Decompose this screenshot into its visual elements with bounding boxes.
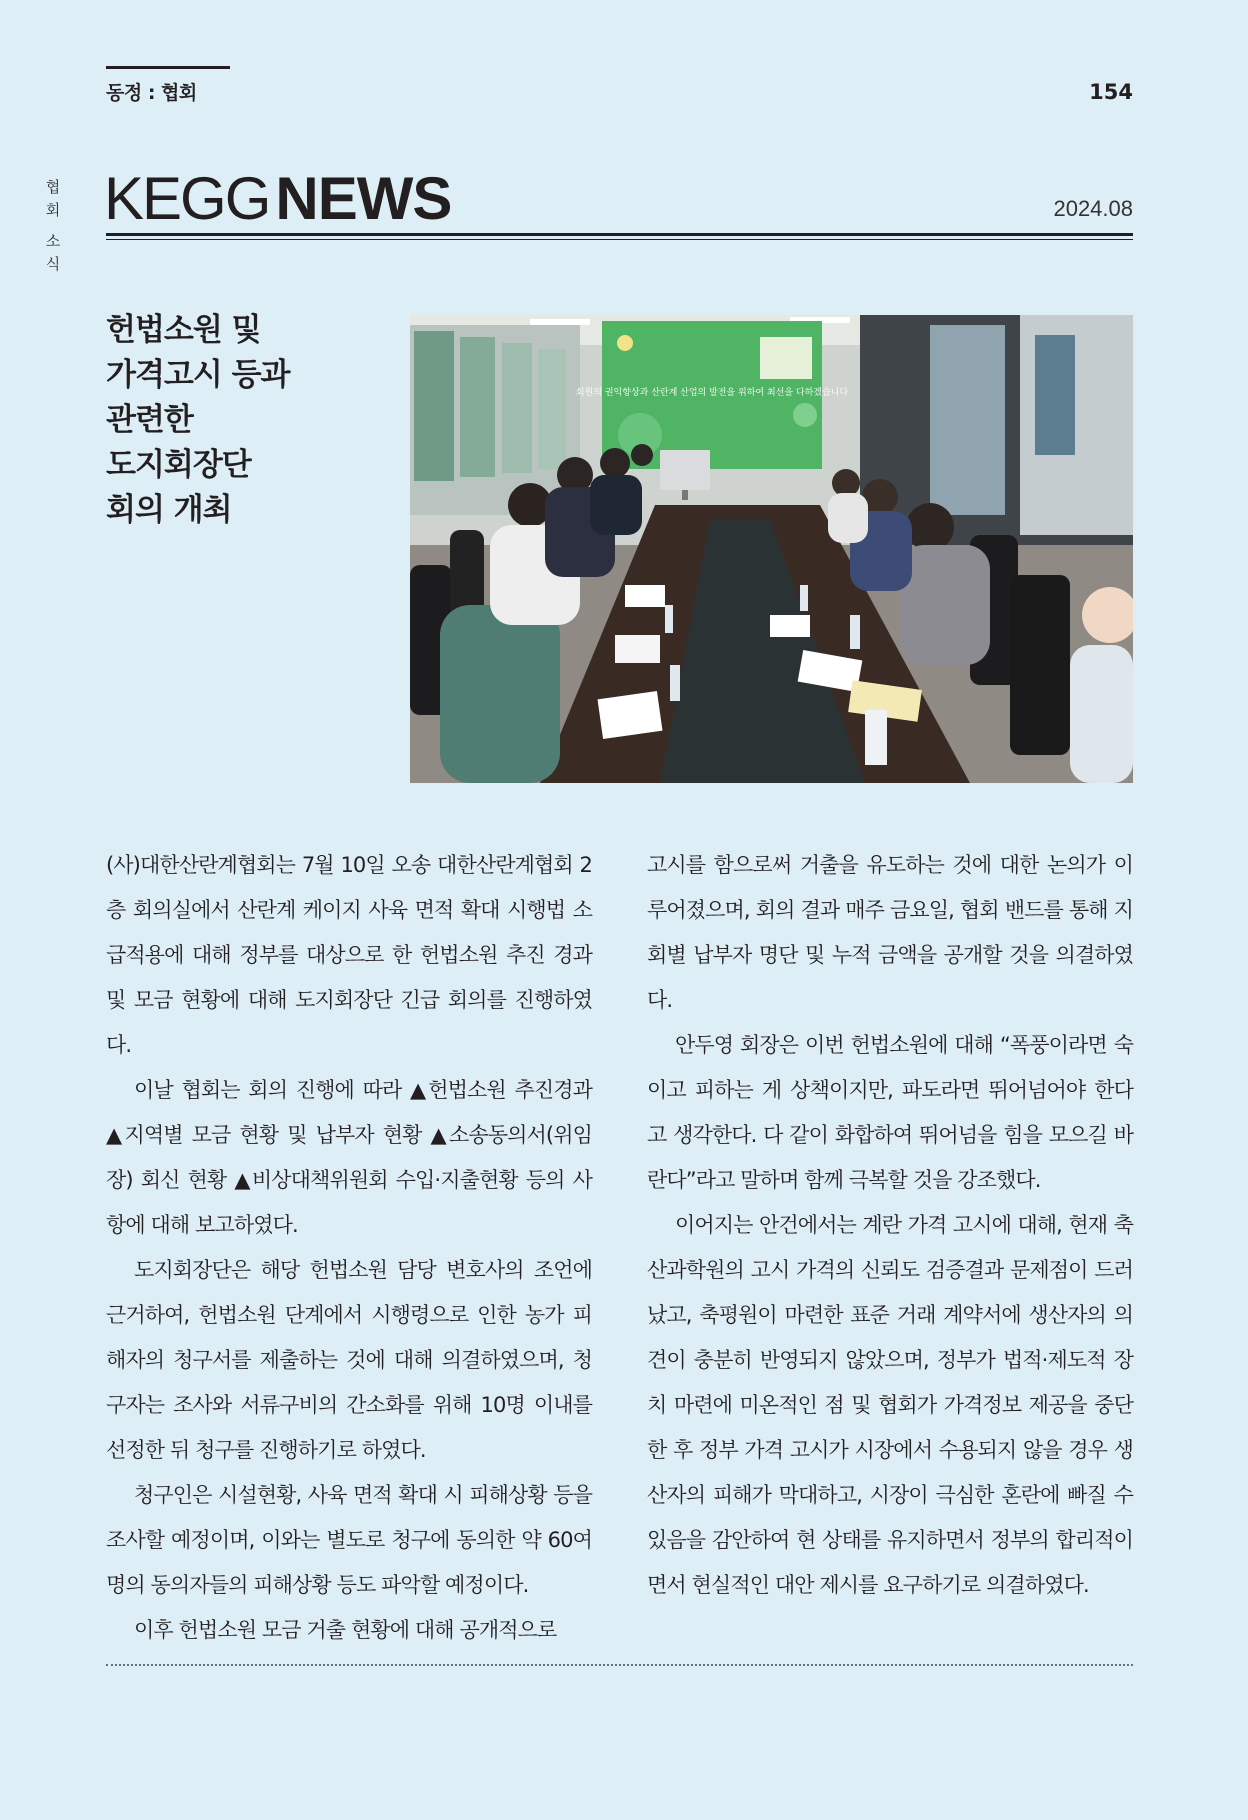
article-body-right-column bbox=[647, 843, 1133, 1608]
side-char: 소 bbox=[45, 232, 61, 250]
header-top-rule bbox=[106, 66, 230, 69]
side-char: 회 bbox=[45, 201, 61, 219]
title-line: 가격고시 등과 bbox=[106, 357, 290, 393]
section-label: 동정 : 협회 bbox=[106, 82, 197, 104]
body-paragraph: 청구인은 시설현황, 사육 면적 확대 시 피해상황 등을 조사할 예정이며, 이와는 별도로 청구에 동의한 약 60여명의 동의자들의 피해상황 등도 파악할 예정이다. bbox=[106, 1483, 592, 1597]
title-line: 관련한 bbox=[106, 402, 193, 438]
article-title bbox=[106, 308, 396, 533]
side-category-label bbox=[44, 176, 62, 276]
bottom-dotted-rule bbox=[106, 1664, 1133, 1666]
title-line: 도지회장단 bbox=[106, 447, 251, 483]
body-paragraph: 고시를 함으로써 거출을 유도하는 것에 대한 논의가 이루어졌으며, 회의 결과 매주 금요일, 협회 밴드를 통해 지회별 납부자 명단 및 누적 금액을 공개할 것을 의결하였다. bbox=[647, 853, 1133, 1012]
side-char: 협 bbox=[45, 178, 61, 196]
meeting-photo-illustration bbox=[410, 315, 1133, 783]
masthead-rule-thin bbox=[106, 239, 1133, 240]
body-paragraph: 이날 협회는 회의 진행에 따라 ▲헌법소원 추진경과 ▲지역별 모금 현황 및 납부자 현황 ▲소송동의서(위임장) 회신 현황 ▲비상대책위원회 수입·지출현황 등의 사항에 대해 보고하였다. bbox=[106, 1078, 592, 1237]
side-char: 식 bbox=[45, 255, 61, 273]
body-paragraph: 도지회장단은 해당 헌법소원 담당 변호사의 조언에 근거하여, 헌법소원 단계에서 시행령으로 인한 농가 피해자의 청구서를 제출하는 것에 대해 의결하였으며, 청구자는 조사와 서류구비의 간소화를 위해 10명 이내를 선정한 뒤 청구를 진행하기로 하였다. bbox=[106, 1258, 592, 1462]
banner-text: 회원의 권익향상과 산란계 산업의 발전을 위하여 최선을 다하겠습니다 bbox=[575, 388, 849, 398]
meeting-photo bbox=[410, 315, 1133, 783]
masthead-news: NEWS bbox=[275, 165, 452, 232]
masthead-logo bbox=[104, 164, 451, 234]
issue-date: 2024.08 bbox=[1053, 196, 1133, 221]
page-number: 154 bbox=[1089, 80, 1133, 104]
body-paragraph: (사)대한산란계협회는 7월 10일 오송 대한산란계협회 2층 회의실에서 산란계 케이지 사육 면적 확대 시행법 소급적용에 대해 정부를 대상으로 한 헌법소원 추진 경과 및 모금 현황에 대해 도지회장단 긴급 회의를 진행하였다. bbox=[106, 853, 592, 1057]
body-paragraph: 안두영 회장은 이번 헌법소원에 대해 “폭풍이라면 숙이고 피하는 게 상책이지만, 파도라면 뛰어넘어야 한다고 생각한다. 다 같이 화합하여 뛰어넘을 힘을 모으길 바란다”라고 말하며 함께 극복할 것을 강조했다. bbox=[647, 1033, 1133, 1192]
article-body-left-column bbox=[106, 843, 592, 1653]
body-paragraph: 이어지는 안건에서는 계란 가격 고시에 대해, 현재 축산과학원의 고시 가격의 신뢰도 검증결과 문제점이 드러났고, 축평원이 마련한 표준 거래 계약서에 생산자의 의견이 충분히 반영되지 않았으며, 정부가 법적·제도적 장치 마련에 미온적인 점 및 협회가 가격정보 제공을 중단한 후 정부 가격 고시가 시장에서 수용되지 않을 경우 생산자의 피해가 막대하고, 시장이 극심한 혼란에 빠질 수 있음을 감안하여 현 상태를 유지하면서 정부의 합리적이면서 현실적인 대안 제시를 요구하기로 의결하였다. bbox=[647, 1213, 1133, 1597]
title-line: 헌법소원 및 bbox=[106, 312, 261, 348]
side-gap bbox=[44, 222, 62, 230]
body-paragraph: 이후 헌법소원 모금 거출 현황에 대해 공개적으로 bbox=[134, 1618, 557, 1642]
masthead-kegg: KEGG bbox=[104, 165, 270, 232]
title-line: 회의 개최 bbox=[106, 492, 232, 528]
masthead-rule-thick bbox=[106, 233, 1133, 236]
